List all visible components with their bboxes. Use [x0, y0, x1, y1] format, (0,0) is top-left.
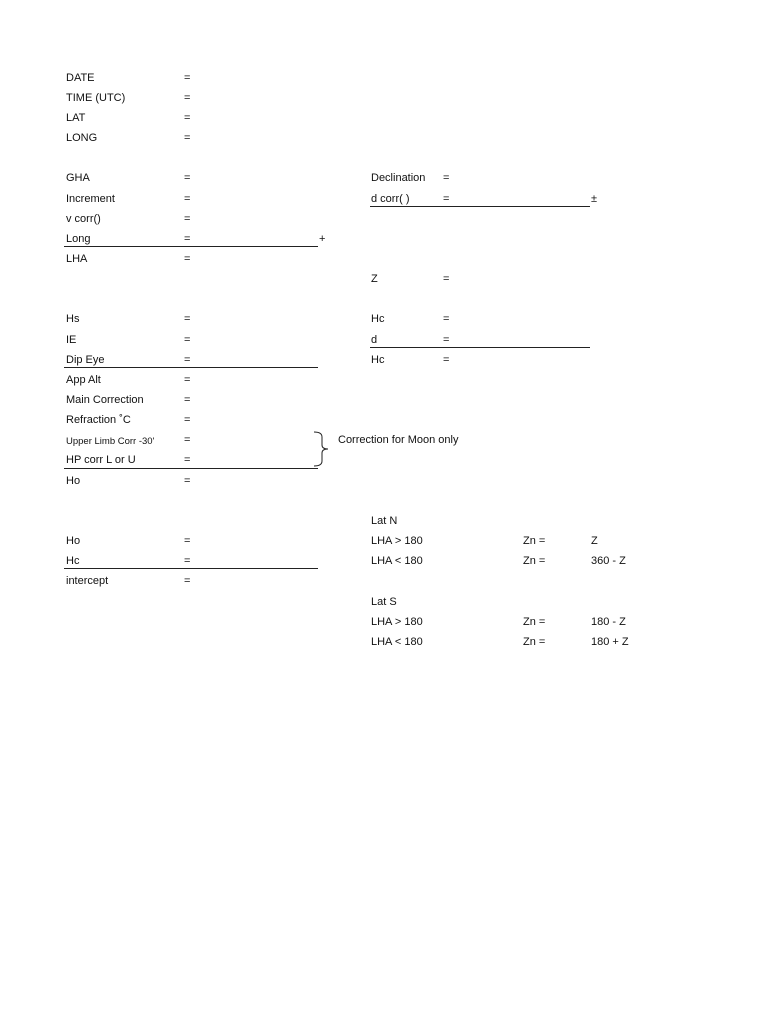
gha-sum-rule	[64, 246, 318, 247]
time-label: TIME (UTC)	[66, 92, 126, 104]
intercept-equals: =	[184, 575, 191, 587]
ie-label: IE	[66, 334, 77, 346]
lha-label: LHA	[66, 253, 88, 265]
moon-brace-icon	[312, 431, 334, 467]
gha-equals: =	[184, 172, 191, 184]
zn-n-val-2: 360 - Z	[591, 555, 626, 567]
dip-eye-equals: =	[184, 354, 191, 366]
d-corr-equals: =	[443, 193, 450, 205]
long-label: LONG	[66, 132, 98, 144]
lat-s-heading: Lat S	[371, 596, 397, 608]
z-equals: =	[443, 273, 450, 285]
hs-label: Hs	[66, 313, 80, 325]
zn-n-val-1: Z	[591, 535, 598, 547]
date-label: DATE	[66, 72, 95, 84]
intercept-ho-label: Ho	[66, 535, 81, 547]
app-alt-rule	[64, 367, 318, 368]
app-alt-label: App Alt	[66, 374, 101, 386]
app-alt-equals: =	[184, 374, 191, 386]
long-equals: =	[184, 132, 191, 144]
zn-s-cond-1: LHA > 180	[371, 616, 423, 628]
zn-s-eq-1: Zn =	[523, 616, 546, 628]
z-label: Z	[371, 273, 378, 285]
plus-sign: +	[319, 233, 326, 245]
d-equals: =	[443, 334, 450, 346]
refraction-label: Refraction ˚C	[66, 414, 131, 426]
v-corr-equals: =	[184, 213, 191, 225]
plus-minus-sign: ±	[591, 193, 598, 205]
v-corr-label: v corr()	[66, 213, 101, 225]
zn-n-eq-1: Zn =	[523, 535, 546, 547]
intercept-hc-equals: =	[184, 555, 191, 567]
ho-equals: =	[184, 475, 191, 487]
declination-label: Declination	[371, 172, 426, 184]
gha-long-label: Long	[66, 233, 91, 245]
intercept-label: intercept	[66, 575, 109, 587]
refraction-equals: =	[184, 414, 191, 426]
zn-n-cond-1: LHA > 180	[371, 535, 423, 547]
lat-equals: =	[184, 112, 191, 124]
zn-s-eq-2: Zn =	[523, 636, 546, 648]
time-equals: =	[184, 92, 191, 104]
dec-sum-rule	[370, 206, 590, 207]
ho-label: Ho	[66, 475, 81, 487]
zn-s-val-1: 180 - Z	[591, 616, 626, 628]
increment-label: Increment	[66, 193, 115, 205]
zn-n-eq-2: Zn =	[523, 555, 546, 567]
zn-s-val-2: 180 + Z	[591, 636, 629, 648]
ie-equals: =	[184, 334, 191, 346]
upper-limb-label: Upper Limb Corr -30'	[66, 436, 155, 447]
upper-limb-equals: =	[184, 434, 191, 446]
zn-n-cond-2: LHA < 180	[371, 555, 423, 567]
hc-label: Hc	[371, 313, 385, 325]
declination-equals: =	[443, 172, 450, 184]
hs-equals: =	[184, 313, 191, 325]
d-corr-label: d corr( )	[371, 193, 410, 205]
lha-equals: =	[184, 253, 191, 265]
hc-equals: =	[443, 313, 450, 325]
intercept-hc-label: Hc	[66, 555, 80, 567]
dip-eye-label: Dip Eye	[66, 354, 105, 366]
date-equals: =	[184, 72, 191, 84]
ho-rule	[64, 468, 318, 469]
hp-corr-label: HP corr L or U	[66, 454, 136, 466]
intercept-rule	[64, 568, 318, 569]
hc-sum-rule	[370, 347, 590, 348]
gha-long-equals: =	[184, 233, 191, 245]
hc2-equals: =	[443, 354, 450, 366]
d-label: d	[371, 334, 378, 346]
main-correction-label: Main Correction	[66, 394, 144, 406]
moon-correction-note: Correction for Moon only	[338, 434, 459, 446]
lat-label: LAT	[66, 112, 86, 124]
intercept-ho-equals: =	[184, 535, 191, 547]
increment-equals: =	[184, 193, 191, 205]
zn-s-cond-2: LHA < 180	[371, 636, 423, 648]
hp-corr-equals: =	[184, 454, 191, 466]
lat-n-heading: Lat N	[371, 515, 398, 527]
gha-label: GHA	[66, 172, 90, 184]
main-correction-equals: =	[184, 394, 191, 406]
hc2-label: Hc	[371, 354, 385, 366]
